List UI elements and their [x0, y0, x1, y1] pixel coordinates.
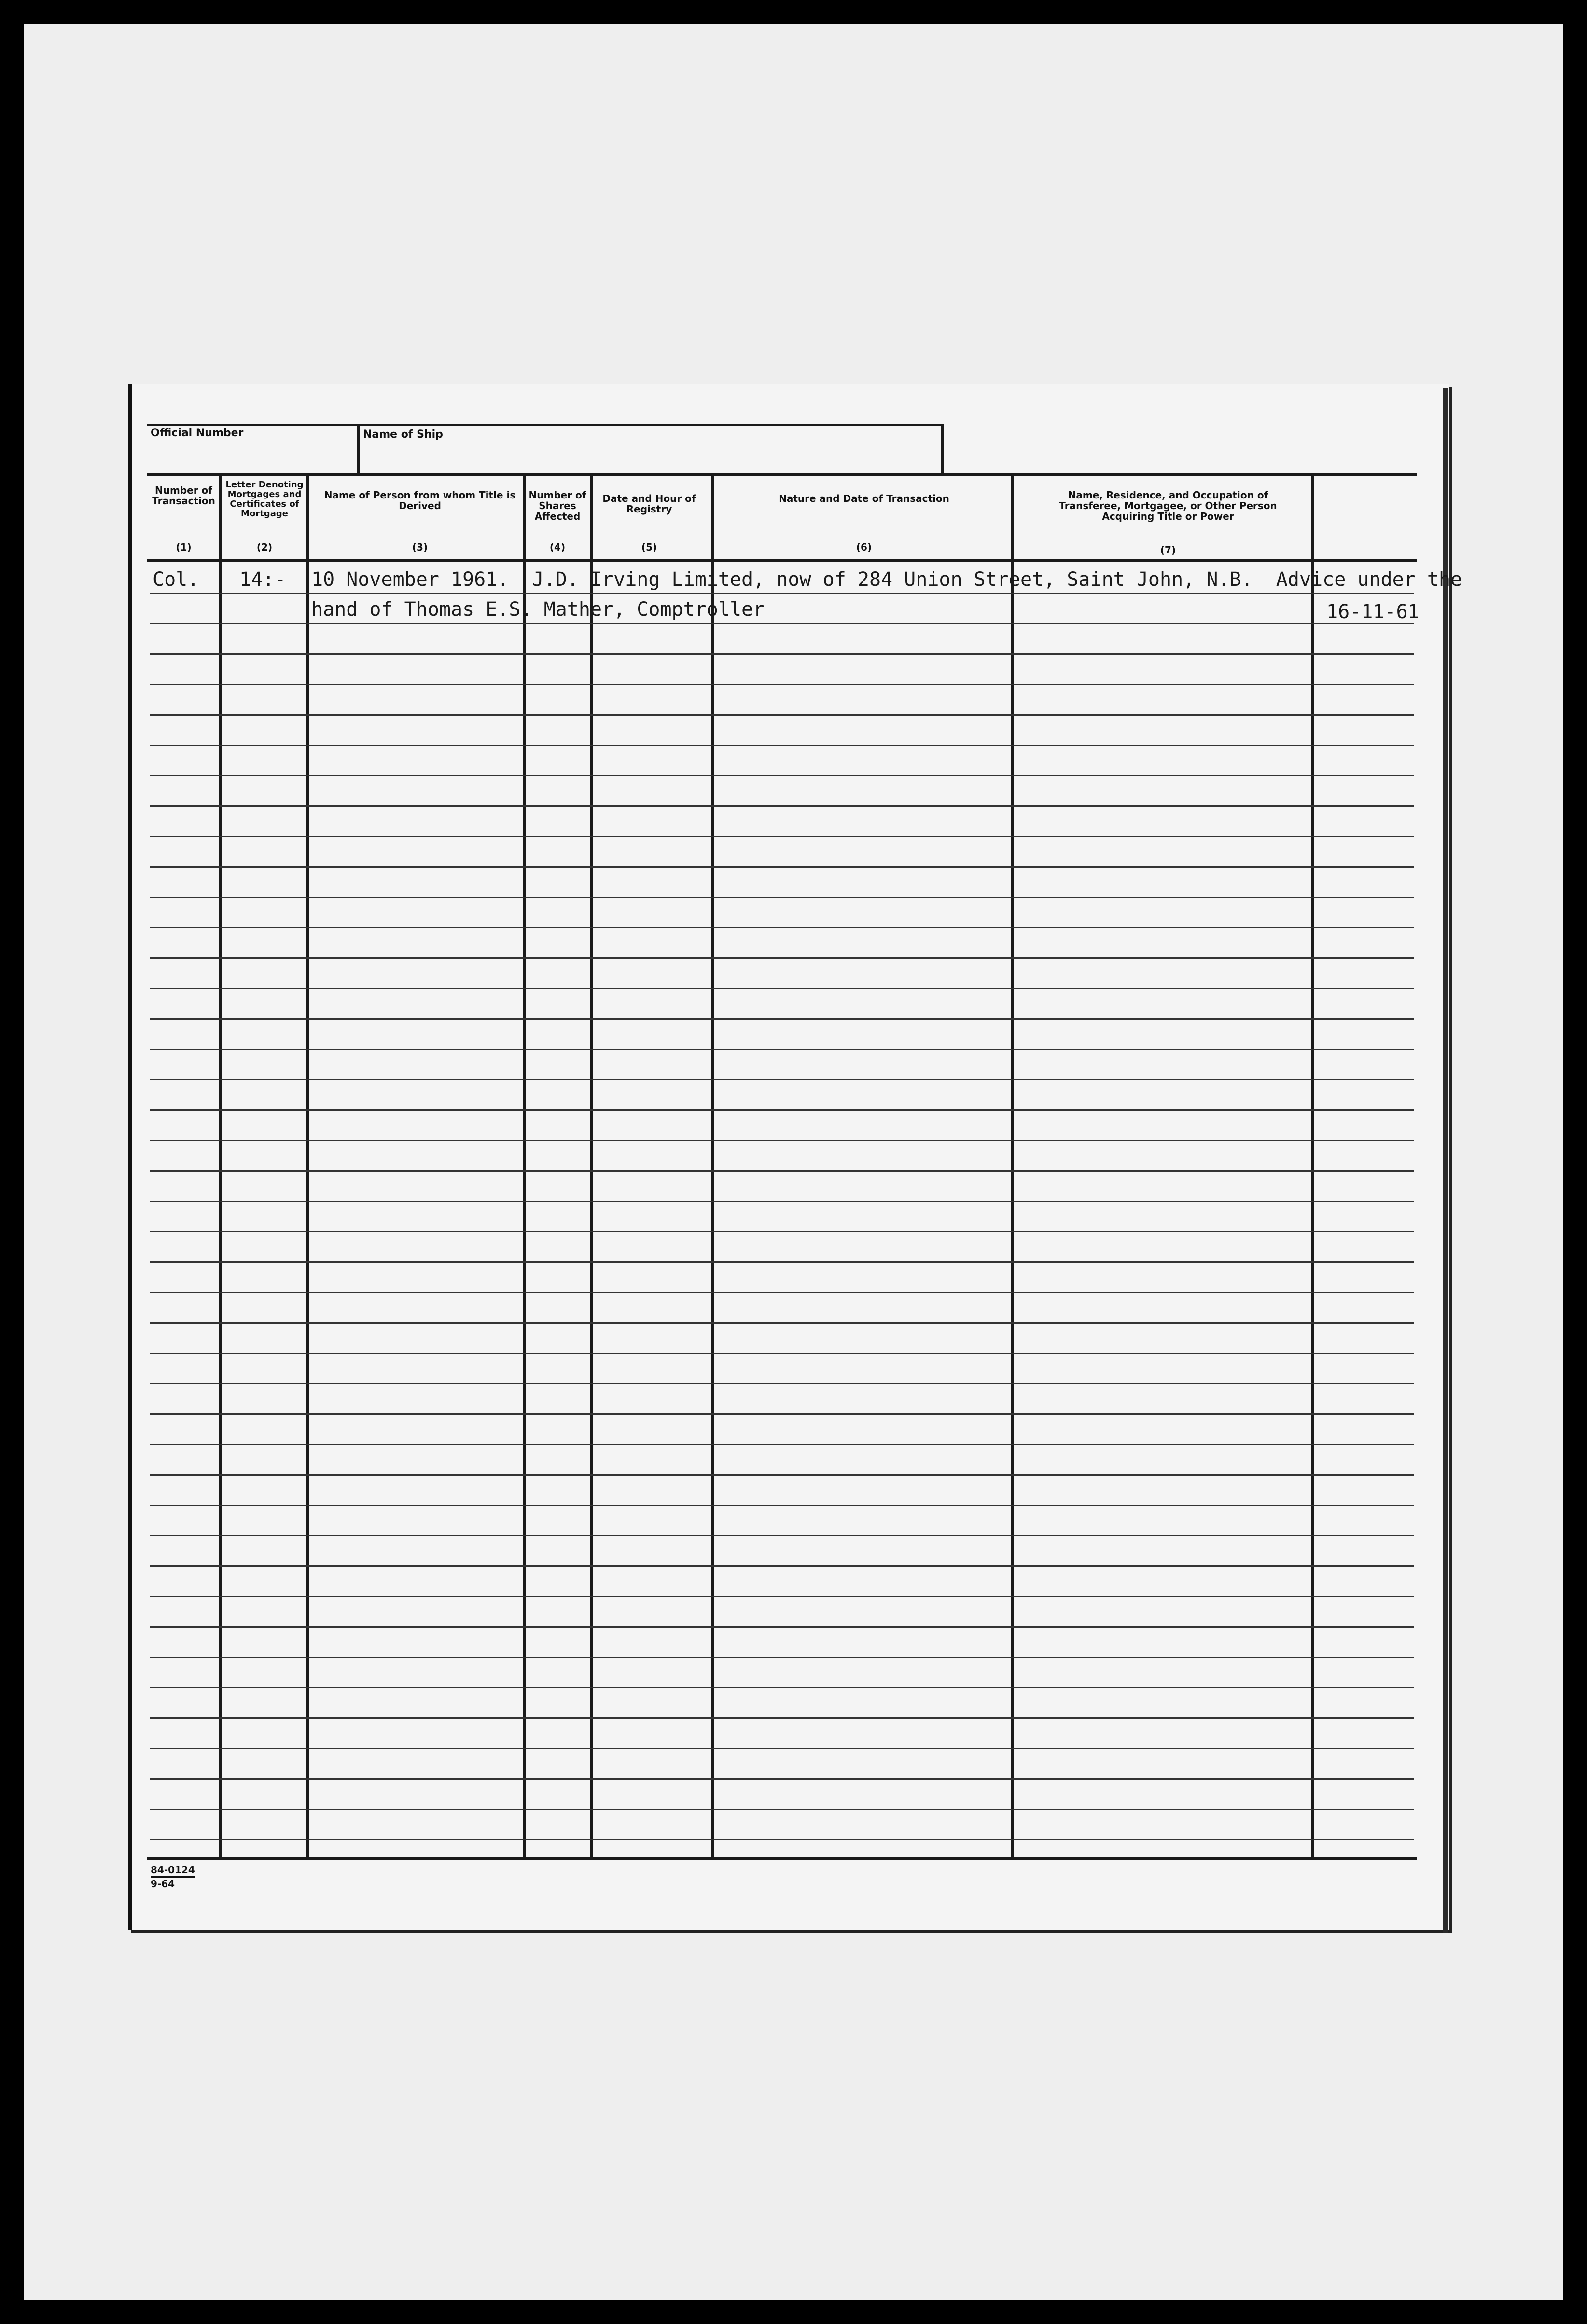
row-rule [150, 1474, 1414, 1476]
row-rule [150, 1322, 1414, 1324]
row-rule [150, 714, 1414, 716]
row-rule [150, 1109, 1414, 1111]
col6-header: Nature and Date of Transaction [779, 493, 949, 504]
entry-text-line-1: 10 November 1961. J.D. Irving Limited, now of 284 Union Street, Saint John, N.B. Advice under the [311, 568, 1462, 591]
row-rule [150, 866, 1414, 868]
header-bottom-line [147, 559, 1417, 562]
row-rule [150, 1383, 1414, 1384]
ship-name-divider [357, 424, 360, 474]
col-divider-3 [523, 474, 526, 1858]
header-top-line [147, 473, 1417, 476]
row-rule [150, 653, 1414, 655]
row-rule [150, 1444, 1414, 1445]
sheet-edge-shadow [1443, 388, 1448, 1933]
row-rule [150, 1018, 1414, 1020]
row-rule [150, 1413, 1414, 1415]
top-border [147, 424, 944, 426]
entry-mortgage-letter: 14:- [239, 568, 286, 591]
table-bottom-line [147, 1857, 1417, 1860]
row-rule [150, 1292, 1414, 1293]
row-rule [150, 1717, 1414, 1719]
name-of-ship-label: Name of Ship [363, 429, 443, 441]
row-rule [150, 927, 1414, 928]
col-divider-2 [306, 474, 309, 1858]
row-rule [150, 805, 1414, 807]
row-rule [150, 1565, 1414, 1567]
entry-date: 16-11-61 [1326, 601, 1420, 623]
row-rule [150, 1596, 1414, 1597]
col2-header: Letter Denoting Mortgages and Certificates of Mortgage [225, 480, 304, 519]
row-rule [150, 623, 1414, 624]
col-divider-6 [1011, 474, 1014, 1858]
row-rule [150, 836, 1414, 837]
row-rule [150, 1353, 1414, 1354]
row-rule [150, 957, 1414, 959]
entry-text-line-2: hand of Thomas E.S. Mather, Comptroller [311, 598, 765, 621]
col3-number: (3) [412, 541, 428, 553]
row-rule [150, 745, 1414, 746]
ship-name-right-border [941, 424, 944, 474]
row-rule [150, 1657, 1414, 1658]
form-code-date: 9-64 [151, 1878, 175, 1890]
row-rule [150, 1231, 1414, 1232]
row-rule [150, 1748, 1414, 1749]
row-rule [150, 1049, 1414, 1050]
row-rule [150, 1261, 1414, 1263]
row-rule [150, 1778, 1414, 1780]
row-rule [150, 1626, 1414, 1628]
row-rule [150, 1809, 1414, 1810]
col1-number: (1) [176, 541, 192, 553]
row-rule [150, 1201, 1414, 1202]
col2-number: (2) [256, 541, 273, 553]
col-divider-4 [590, 474, 593, 1858]
entry-transaction-number: Col. [153, 568, 199, 591]
col-divider-7 [1311, 474, 1314, 1858]
col3-header: Name of Person from whom Title is Derived [324, 489, 516, 512]
row-rule [150, 593, 1414, 594]
col5-number: (5) [641, 541, 657, 553]
row-rule [150, 684, 1414, 685]
col4-header: Number of Shares Affected [529, 489, 586, 522]
row-rule [150, 1140, 1414, 1141]
col4-number: (4) [549, 541, 566, 553]
form-code-number: 84-0124 [151, 1864, 195, 1878]
row-rule [150, 1687, 1414, 1688]
col5-header: Date and Hour of Registry [602, 493, 696, 515]
col1-header: Number of Transaction [152, 484, 215, 507]
col-divider-1 [219, 474, 222, 1858]
row-rule [150, 775, 1414, 776]
row-rule [150, 1170, 1414, 1172]
row-rule [150, 1079, 1414, 1080]
col7-header: Name, Residence, and Occupation of Transferee, Mortgagee, or Other Person Acquiring Title or Power [1059, 489, 1277, 522]
row-rule [150, 1505, 1414, 1506]
official-number-label: Official Number [151, 427, 244, 439]
col-divider-5 [711, 474, 714, 1858]
row-rule [150, 1535, 1414, 1536]
row-rule [150, 988, 1414, 989]
row-rule [150, 1839, 1414, 1840]
row-rule [150, 897, 1414, 898]
form-code [151, 1864, 195, 1890]
col6-number: (6) [856, 541, 872, 553]
col7-number: (7) [1160, 544, 1176, 556]
